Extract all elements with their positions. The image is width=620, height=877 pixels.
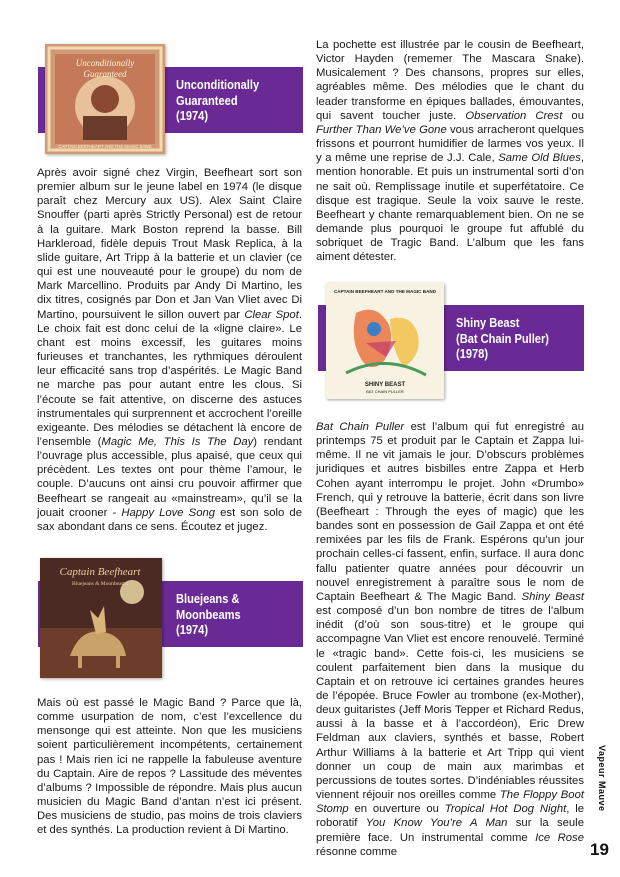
cover-art-1 — [45, 44, 165, 154]
song-reference: Observation Crest — [465, 109, 563, 122]
album-cover-shiny-beast — [326, 283, 444, 399]
song-reference: Same Old Blues — [498, 152, 581, 165]
article-text-shiny-beast — [316, 420, 584, 859]
text-span: sur la seule première face. Un instrumental comme — [316, 817, 584, 844]
magazine-side-label — [597, 745, 611, 831]
article-text-bluejeans-moonbeams-continued — [316, 38, 584, 265]
text-span: , mention honorable. Et puis un instrumental sorti d’on ne sait où. Remplissage inutile et superfétatoire. Ce disque est tragique. Seule la voix sauve le reste. Beefheart y chante remarquablement bien. On ne se demande plus pourquoi le groupe fut affublé du sobriquet de Tragic Band. L’album que les fans aiment détester. — [316, 152, 584, 264]
magazine-name: Vapeur Mauve — [597, 745, 607, 812]
text-span: ou — [562, 109, 584, 122]
cover-2-text-top: Captain Beefheart — [59, 566, 141, 578]
song-reference: Magic Me, This Is The Day — [101, 435, 254, 448]
album-reference: Shiny Beast — [521, 590, 584, 603]
album-reference: Bat Chain Puller — [316, 421, 405, 433]
paragraph — [316, 420, 584, 859]
text-span: . Le choix fait est donc celui de la «ligne claire». Le chant est moins excessif, les guitares moins furieuses et tranchantes, les rythmiques déroulent leur efficacité sans trop d’aspérités. Le Magic Band ne marche pas pour autant entre les clous. Si l’écoute se fait attentive, on discerne des astuces instrumentales qui surprennent et accrochent l’oreille exigeante. Des mélodies se détachent là encore de l’ensemble ( — [37, 308, 302, 448]
text-span: , le roboratif — [316, 803, 584, 830]
text-span: est son solo de sax abondant dans ce sens. Écoutez et jugez. — [37, 506, 302, 533]
article-text-unconditionally-guaranteed — [37, 166, 302, 534]
cover-3-text-bottom: SHINY BEAST — [364, 382, 406, 388]
cover-3-text-sub: BAT CHAIN PULLER — [366, 389, 404, 394]
album-title-line: (1974) — [176, 109, 209, 123]
paragraph: Mais où est passé le Magic Band ? Parce que là, comme usurpation de nom, c’est l’excellence du mensonge qui est atteinte. Non que les musiciens soient particulièrement incompétents, certainement pas ! Mais rien ici ne rappelle la fabuleuse aventure du Captain. Aire de repos ? Lassitude des méventes d’albums ? Impossible de répondre. Mais plus aucun musicien du Magic Band d’antan n’est ici présent. Des musiciens de studio, pas moins de trois claviers et des synthés. La production revient à Di Martino. — [37, 697, 302, 837]
cover-art-2 — [40, 558, 162, 678]
song-reference: You Know You’re A Man — [365, 817, 508, 830]
cover-3-text-top: CAPTAIN BEEFHEART AND THE MAGIC BAND — [333, 289, 437, 294]
cover-2-text-sub: Bluejeans & Moonbeams — [72, 581, 128, 587]
album-title-unconditionally-guaranteed — [176, 78, 259, 125]
text-span: est composé d’un bon nombre de titres de l’album inédit (d’où son sous-titre) et le groupe qui accompagne Van Vliet est encore renouvelé. Terminé le «tragic band». Cette fois-ci, les musiciens se coulent parfaitement bien dans la musique du Captain et on retrouve ici certaines grandes heures de l’épopée. Bruce Fowler au trombone (ex-Mother), deux guitaristes (Jeff Moris Tepper et Richard Redus, aussi à la basse et à l’accordéon), Eric Drew Feldman aux claviers, synthés et basse, Robert Arthur Williams à la batterie et Art Tripp qui vient donner un coup de main aux marimbas et percussions de toutes sortes. D’indéniables réussites viennent réjouir nos oreilles comme — [316, 605, 584, 802]
song-reference: Further Than We’ve Gone — [316, 123, 447, 136]
cover-1-text-top: Unconditionally — [75, 58, 135, 68]
album-cover-unconditionally-guaranteed — [45, 44, 165, 154]
cover-1-text-bottom: CAPTAIN BEEFHEART AND THE MAGIC BAND — [58, 144, 152, 149]
album-title-line: Shiny Beast — [456, 316, 520, 330]
album-title-shiny-beast — [456, 316, 549, 363]
song-reference: Tropical Hot Dog Night — [444, 803, 567, 816]
cover-1-text-mid: Guaranteed — [83, 69, 127, 79]
text-span: La pochette est illustrée par le cousin de Beefheart, Victor Hayden (rememer The Mascara Snake). Musicalement ? Des chansons, propres sur elles, agréables même. Des mélodies que le chant du leader transforme en épiques ballades, émouvantes, qui savent toucher juste. — [316, 39, 584, 122]
cover-art-3 — [326, 283, 444, 399]
text-span: résonne comme — [316, 845, 397, 858]
album-title-line: (1974) — [176, 623, 209, 637]
song-reference: Ice Rose — [535, 831, 584, 844]
album-title-line: (1978) — [456, 347, 489, 361]
article-text-bluejeans-moonbeams — [37, 696, 302, 838]
album-title-line: Bluejeans & — [176, 592, 240, 606]
album-cover-bluejeans-moonbeams — [40, 558, 162, 678]
song-reference: The Floppy Boot Stomp — [316, 789, 584, 816]
album-title-line: Unconditionally — [176, 78, 260, 92]
text-span: vous arracheront quelques frissons et pourront humidifier de larmes vos yeux. Il y a même une reprise de J.J. Cale, — [316, 123, 584, 165]
text-span: en ouverture ou — [348, 803, 445, 816]
album-title-line: Guaranteed — [176, 93, 238, 108]
text-span: Après avoir signé chez Virgin, Beefheart sort son premier album sur le jeune label en 1974 (le disque paraît chez Mercury aux US). Alex Saint Claire Snouffer (parti après Strictly Personal) est de retour à la guitare. Mark Boston reprend la basse. Bill Harkleroad, fidèle depuis Trout Mask Replica, à la slide guitare, Art Tripp à la batterie et un clavier (ce qui est une nouveauté pour le groupe) du nom de Mark Marcellino. Produits par Andy Di Martino, les dix titres, cosignés par Don et Jan Van Vliet avec Di Martino, poursuivent le sillon ouvert par — [37, 167, 302, 321]
paragraph — [316, 38, 584, 265]
album-title-line: (Bat Chain Puller) — [456, 331, 549, 346]
album-title-bluejeans-moonbeams — [176, 592, 241, 639]
album-title-line: Moonbeams — [176, 607, 241, 622]
album-reference: Clear Spot — [244, 308, 299, 321]
song-reference: Happy Love Song — [121, 506, 216, 519]
paragraph — [37, 166, 302, 534]
page-number: 19 — [590, 840, 609, 859]
text-span: ) rendant l’ouvrage plus accessible, plus apaisé, que ceux qui précèdent. Les textes ont pour thème l’amour, le couple. D’aucuns ont ainsi cru pouvoir affirmer que Beefheart se rangeait au «mainstream», qu’il se la jouait crooner - — [37, 435, 303, 519]
text-span: est l’album qui fut enregistré au printemps 75 et produit par le Captain et Zappa lui-même. Il ne vit jamais le jour. D’obscurs problèmes juridiques et autres bisbilles entre Zappa et Herb Cohen ayant interrompu le projet. John «Drumbo» French, qui y retrouve la batterie, écrit dans son livre (Beefheart : Through the eyes of magic) que les bandes sont en possession de Gail Zappa et ont été remixées par les fils de Frank. Espérons qu’un jour prochain celles-ci fassent, enfin, surface. Il aura donc fallu patienter quatre années pour découvrir un nouvel enregistrement à paraître sous le nom de Captain Beefheart & The Magic Band. — [316, 421, 584, 603]
